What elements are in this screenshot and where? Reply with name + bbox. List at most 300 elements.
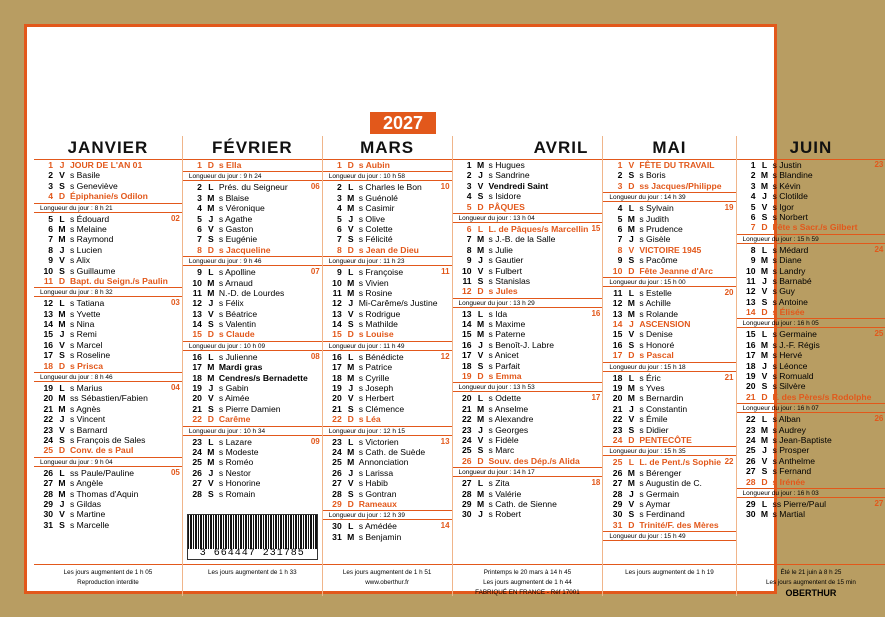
day-number: 1	[750, 160, 756, 170]
day-letter: D	[207, 329, 214, 340]
day-number: 12	[43, 298, 53, 309]
day-letter: D	[761, 476, 768, 487]
day-number: 17	[461, 350, 472, 361]
day-number: 8	[48, 244, 53, 255]
day-number: 8	[617, 244, 623, 255]
saint-name: s Prisca	[70, 360, 103, 371]
day-row	[603, 319, 735, 329]
saint-name: F. des Pères/s Rodolphe	[772, 391, 872, 402]
day-letter: M	[476, 488, 485, 499]
week-number: 11	[441, 267, 450, 277]
saint-name: s Bénédicte	[358, 351, 404, 362]
day-number: 18	[461, 360, 472, 371]
saint-name: s Denise	[639, 329, 673, 340]
day-row	[603, 404, 735, 414]
day-number: 26	[745, 455, 756, 466]
day-row	[34, 214, 182, 224]
day-letter: V	[59, 424, 65, 435]
saint-name: s Gontran	[358, 488, 397, 499]
day-number: 30	[43, 509, 53, 520]
day-letter: M	[347, 287, 355, 298]
saint-name: s Odette	[488, 393, 522, 404]
month-days	[453, 160, 603, 596]
day-row	[323, 160, 452, 170]
day-letter: J	[208, 213, 214, 224]
day-letter: V	[761, 455, 768, 466]
day-row	[34, 404, 182, 414]
saint-name: s Remi	[70, 329, 97, 340]
day-row	[603, 266, 735, 276]
day-letter: L	[628, 287, 634, 298]
day-row	[737, 297, 885, 307]
day-number: 11	[332, 287, 342, 298]
day-row	[737, 435, 885, 445]
day-number: 24	[612, 434, 623, 445]
saint-name: N.-D. de Lourdes	[218, 287, 285, 298]
day-number: 15	[612, 329, 623, 340]
saint-name: s Audrey	[772, 424, 806, 435]
day-row	[603, 520, 735, 530]
day-row	[603, 373, 735, 383]
day-row	[323, 532, 452, 542]
day-number: 13	[332, 308, 342, 319]
day-number: 6	[466, 223, 472, 234]
day-number: 9	[48, 255, 53, 266]
day-row	[737, 255, 885, 265]
day-number: 18	[612, 372, 623, 383]
day-letter: M	[58, 223, 66, 234]
day-row	[603, 203, 735, 213]
day-letter: S	[628, 424, 635, 435]
saint-name: s Ella	[218, 160, 242, 170]
day-row	[453, 435, 603, 445]
saint-name: s Anthelme	[772, 455, 816, 466]
day-number: 26	[461, 455, 472, 466]
day-letter: M	[627, 298, 635, 309]
day-number: 9	[617, 255, 623, 266]
day-row	[323, 309, 452, 319]
saint-name: s Cyrille	[358, 372, 390, 383]
saint-name: s Agathe	[218, 213, 253, 224]
day-row	[737, 466, 885, 476]
day-number: 11	[746, 275, 756, 286]
day-number: 14	[612, 319, 623, 330]
day-letter: S	[208, 488, 214, 499]
month-column	[603, 136, 736, 596]
footer-text: OBERTHUR	[785, 588, 837, 598]
saint-name: s Ida	[488, 308, 508, 319]
week-number: 09	[310, 436, 320, 446]
day-number: 10	[332, 277, 342, 288]
saint-name: s Maxime	[488, 319, 526, 330]
day-row	[34, 255, 182, 265]
day-number: 6	[750, 211, 756, 222]
saint-name: s Jean de Dieu	[358, 244, 419, 255]
day-letter: J	[478, 509, 483, 520]
saint-name: s Olive	[358, 213, 385, 224]
day-row	[34, 509, 182, 519]
saint-name: s Félix	[218, 298, 244, 309]
day-number: 5	[197, 213, 202, 224]
saint-name: s Judith	[639, 213, 669, 224]
day-row	[183, 278, 322, 288]
saint-name: s Agnès	[70, 403, 101, 414]
day-letter: M	[207, 277, 215, 288]
saint-name: s Aubin	[358, 160, 390, 170]
day-letter: M	[58, 488, 66, 499]
day-number: 20	[43, 393, 53, 404]
day-letter: J	[762, 445, 767, 456]
saint-name: s Landry	[772, 265, 806, 276]
month-days	[183, 160, 322, 596]
day-number: 10	[192, 277, 202, 288]
saint-name: s Yvette	[70, 308, 101, 319]
saint-name: s Pierre Damien	[218, 403, 281, 414]
day-letter: L	[59, 467, 65, 478]
day-row	[453, 456, 603, 466]
day-number: 22	[745, 414, 756, 425]
day-number: 7	[466, 234, 472, 245]
day-row	[603, 489, 735, 499]
saint-name: s Zita	[488, 478, 510, 489]
day-letter: M	[627, 223, 635, 234]
day-number: 25	[43, 445, 53, 456]
saint-name: s Marcelle	[70, 519, 110, 530]
saint-name: s Gisèle	[639, 234, 671, 245]
day-row	[34, 340, 182, 350]
week-number: 23	[874, 160, 884, 169]
day-letter: D	[477, 371, 484, 382]
week-number: 15	[591, 223, 601, 233]
week-number: 18	[591, 478, 601, 488]
day-letter: L	[59, 213, 65, 224]
day-row	[453, 309, 603, 319]
day-letter: M	[58, 403, 66, 414]
saint-name: s Prosper	[772, 445, 810, 456]
saint-name: s Jacqueline	[218, 244, 271, 255]
month-title: JANVIER	[34, 136, 182, 160]
day-letter: M	[476, 329, 485, 340]
day-row	[453, 478, 603, 488]
day-number: 13	[192, 308, 202, 319]
week-number: 06	[310, 182, 320, 192]
day-number: 18	[745, 360, 756, 371]
month-column	[453, 136, 604, 596]
day-number: 1	[617, 160, 623, 170]
saint-name: s Marcel	[70, 339, 103, 350]
day-row	[323, 245, 452, 255]
day-letter: J	[762, 191, 767, 202]
day-row	[323, 278, 452, 288]
day-number: 17	[745, 350, 756, 361]
saint-name: s Béatrice	[218, 308, 258, 319]
saint-name: s Vincent	[70, 414, 106, 425]
saint-name: s Irénée	[772, 476, 806, 487]
saint-name: s Anicet	[488, 350, 519, 361]
saint-name: s Guénolé	[358, 192, 398, 203]
saint-name: s Blaise	[218, 192, 249, 203]
day-letter: M	[760, 180, 769, 191]
day-row	[323, 362, 452, 372]
day-row	[737, 445, 885, 455]
day-letter: J	[628, 234, 634, 245]
day-row	[323, 447, 452, 457]
day-row	[183, 193, 322, 203]
week-number: 17	[591, 393, 601, 403]
day-length-line: Longueur du jour : 15 h 00	[603, 277, 735, 287]
saint-name: s Aimée	[218, 393, 250, 404]
day-number: 2	[336, 182, 342, 193]
week-number: 04	[170, 383, 180, 393]
day-letter: D	[347, 329, 354, 340]
week-number: 10	[440, 182, 450, 192]
day-letter: M	[627, 383, 635, 394]
saint-name: Conv. de s Paul	[70, 445, 134, 456]
day-row	[603, 224, 735, 234]
day-row	[453, 181, 603, 191]
day-number: 31	[612, 519, 623, 530]
day-length-line: Longueur du jour : 13 h 53	[453, 382, 603, 392]
month-column	[323, 136, 453, 596]
day-row	[453, 445, 603, 455]
month-footer	[34, 564, 182, 596]
saint-name: s Melaine	[70, 223, 107, 234]
day-number: 11	[462, 275, 472, 286]
month-column	[183, 136, 323, 596]
day-number: 14	[43, 319, 53, 330]
saint-name: s Basile	[70, 170, 101, 181]
month-title: AVRIL	[453, 136, 603, 160]
saint-name: Carême	[218, 414, 251, 425]
day-letter: S	[208, 234, 214, 245]
day-number: 10	[745, 265, 756, 276]
saint-name: s Paterne	[488, 329, 526, 340]
day-length-line: Longueur du jour : 9 h 46	[183, 256, 322, 266]
day-letter: D	[628, 350, 635, 361]
day-number: 24	[461, 434, 472, 445]
saint-name: s Édouard	[70, 213, 110, 224]
day-number: 5	[336, 213, 342, 224]
day-letter: M	[627, 478, 635, 489]
day-letter: D	[628, 180, 635, 191]
saint-name: s Victorien	[358, 436, 399, 447]
week-number: 05	[170, 467, 180, 477]
day-number: 9	[466, 255, 472, 266]
saint-name: s Stanislas	[488, 275, 531, 286]
day-row	[737, 392, 885, 402]
saint-name: Bapt. du Seign./s Paulin	[70, 275, 168, 286]
day-letter: D	[347, 498, 354, 509]
day-number: 7	[617, 234, 623, 245]
month-title: JUIN	[737, 136, 885, 160]
saint-name: s Kévin	[772, 180, 801, 191]
saint-name: s Honorine	[218, 478, 261, 489]
day-letter: S	[761, 466, 768, 477]
day-number: 14	[332, 319, 342, 330]
saint-name: s Angèle	[70, 478, 103, 489]
day-row	[737, 414, 885, 424]
saint-name: s Bérenger	[639, 467, 682, 478]
day-number: 27	[461, 478, 472, 489]
day-letter: S	[477, 360, 484, 371]
saint-name: s Claude	[218, 329, 255, 340]
day-number: 29	[461, 498, 472, 509]
saint-name: Rameaux	[358, 498, 397, 509]
day-letter: L	[761, 498, 768, 509]
day-row	[737, 191, 885, 201]
day-letter: V	[59, 170, 65, 181]
day-number: 26	[332, 467, 342, 478]
day-letter: J	[348, 467, 354, 478]
saint-name: s Aymar	[639, 498, 671, 509]
day-number: 30	[612, 509, 623, 520]
day-row	[183, 478, 322, 488]
day-number: 17	[43, 350, 53, 361]
day-row	[183, 203, 322, 213]
day-number: 4	[197, 203, 202, 214]
day-letter: J	[348, 213, 354, 224]
day-row	[183, 414, 322, 424]
day-letter: S	[477, 191, 484, 202]
day-number: 4	[336, 203, 342, 214]
day-number: 7	[197, 234, 202, 245]
day-letter: L	[348, 267, 354, 278]
day-number: 25	[192, 457, 202, 468]
day-letter: V	[628, 329, 635, 340]
day-letter: V	[208, 308, 214, 319]
day-row	[323, 383, 452, 393]
day-letter: M	[760, 424, 769, 435]
footer-text: Les jours augmentent de 1 h 19	[625, 569, 714, 576]
day-row	[737, 170, 885, 180]
saint-name: s Gabin	[218, 383, 249, 394]
day-row	[453, 371, 603, 381]
day-number: 1	[48, 160, 53, 170]
day-number: 21	[192, 403, 202, 414]
saint-name: Cendres/s Bernadette	[218, 372, 308, 383]
week-number: 27	[874, 498, 884, 508]
day-letter: J	[478, 339, 483, 350]
day-row	[323, 298, 452, 308]
day-row	[34, 383, 182, 393]
day-number: 31	[43, 519, 53, 530]
week-number: 12	[440, 351, 450, 361]
saint-name: s Igor	[772, 201, 795, 212]
day-number: 10	[612, 265, 623, 276]
day-letter: S	[59, 434, 65, 445]
day-row	[737, 456, 885, 466]
day-row	[453, 404, 603, 414]
day-letter: J	[628, 319, 634, 330]
day-number: 30	[332, 521, 342, 532]
day-row	[323, 373, 452, 383]
day-number: 27	[612, 478, 623, 489]
day-letter: S	[628, 255, 635, 266]
saint-name: Fête Jeanne d'Arc	[639, 265, 714, 276]
day-row	[603, 393, 735, 403]
day-row	[34, 298, 182, 308]
day-length-line: Longueur du jour : 9 h 04	[34, 457, 182, 467]
saint-name: s Marius	[70, 383, 103, 394]
day-row	[183, 288, 322, 298]
day-letter: D	[58, 445, 66, 456]
saint-name: Fête s Sacr./s Gilbert	[772, 222, 858, 233]
day-letter: J	[59, 244, 65, 255]
day-letter: M	[207, 192, 215, 203]
day-row	[183, 404, 322, 414]
day-row	[603, 425, 735, 435]
day-row	[453, 276, 603, 286]
day-letter: S	[761, 381, 768, 392]
day-number: 2	[197, 182, 202, 193]
day-length-line: Longueur du jour : 10 h 58	[323, 171, 452, 181]
month-column	[34, 136, 183, 596]
day-letter: S	[761, 211, 768, 222]
day-letter: D	[347, 414, 354, 425]
month-title: MAI	[603, 136, 735, 160]
day-row	[737, 340, 885, 350]
day-number: 22	[43, 414, 53, 425]
day-row	[453, 255, 603, 265]
day-number: 20	[461, 393, 472, 404]
day-letter: L	[208, 182, 214, 193]
day-length-line: Longueur du jour : 9 h 24	[183, 171, 322, 181]
saint-name: s François de Sales	[70, 434, 146, 445]
day-letter: M	[627, 308, 635, 319]
day-number: 7	[48, 234, 53, 245]
day-number: 8	[466, 244, 472, 255]
day-number: 6	[197, 223, 202, 234]
saint-name: s Vivien	[358, 277, 389, 288]
day-row	[183, 224, 322, 234]
saint-name: s Gildas	[70, 498, 102, 509]
day-row	[737, 381, 885, 391]
day-letter: M	[760, 255, 769, 266]
day-row	[183, 267, 322, 277]
day-letter: M	[207, 457, 215, 468]
saint-name: s Martial	[772, 509, 805, 520]
saint-name: s Pascal	[639, 350, 674, 361]
saint-name: s Valentin	[218, 319, 256, 330]
saint-name: s Patrice	[358, 362, 393, 373]
day-letter: V	[347, 478, 354, 489]
day-number: 26	[192, 467, 202, 478]
day-letter: D	[58, 275, 66, 286]
day-row	[453, 202, 603, 212]
day-row	[323, 404, 452, 414]
day-number: 19	[745, 371, 756, 382]
day-row	[737, 266, 885, 276]
day-length-line: Longueur du jour : 10 h 09	[183, 341, 322, 351]
day-row	[453, 170, 603, 180]
day-length-line: Longueur du jour : 15 h 35	[603, 446, 735, 456]
day-letter: M	[476, 403, 485, 414]
day-number: 8	[336, 244, 342, 255]
day-row	[34, 160, 182, 170]
day-row	[737, 276, 885, 286]
saint-name: s Alix	[70, 255, 91, 266]
footer-text: Reproduction interdite	[77, 579, 139, 586]
day-letter: M	[207, 446, 215, 457]
day-row	[603, 329, 735, 339]
day-letter: S	[208, 319, 214, 330]
saint-name: s Émile	[639, 414, 668, 425]
saint-name: s Françoise	[358, 267, 404, 278]
day-row	[323, 478, 452, 488]
day-number: 16	[332, 351, 342, 362]
saint-name: s Blandine	[772, 170, 813, 181]
saint-name: s Anselme	[488, 403, 529, 414]
